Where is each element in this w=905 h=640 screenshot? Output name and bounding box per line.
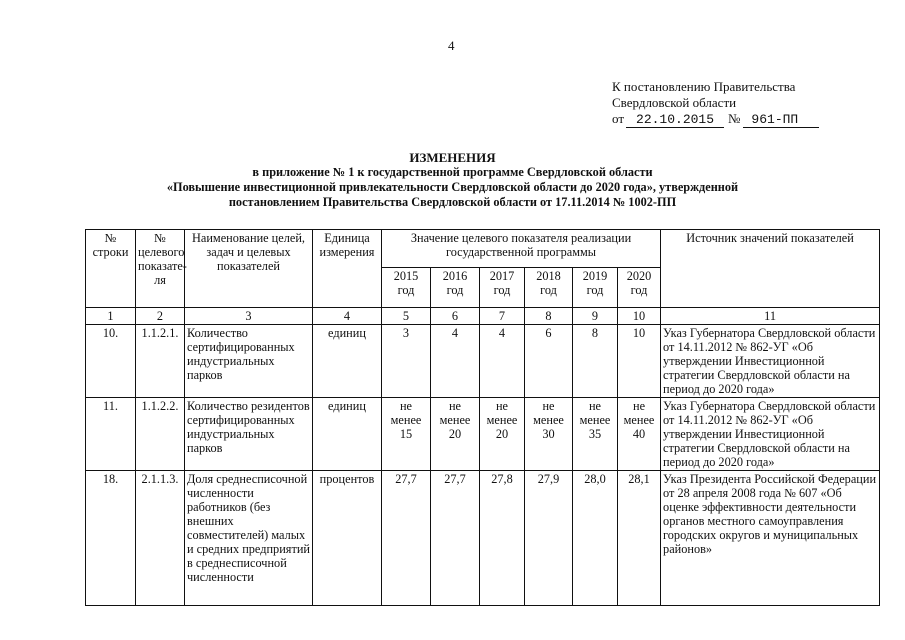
value-2019: 8 xyxy=(573,325,618,398)
source: Указ Губернатора Свердловской области от 14.11.2012 № 862-УГ «Об утверждении Инвестиционной стратегии Свердловской области на период до 2020 года» xyxy=(661,325,880,398)
header-unit: Единица измерения xyxy=(313,230,382,308)
index-cell: 1 xyxy=(86,308,136,325)
column-index-row xyxy=(86,308,880,325)
heading-line-2: «Повышение инвестиционной привлекательности Свердловской области до 2020 года», утвержденной xyxy=(166,180,739,194)
row-number: 11. xyxy=(86,398,136,471)
indicator-name: Количество резидентов сертифицированных индустриальных парков xyxy=(185,398,313,471)
index-cell: 8 xyxy=(525,308,573,325)
approval-line-1: К постановлению Правительства xyxy=(612,79,796,94)
approval-date-line xyxy=(612,111,819,128)
approval-line-2: Свердловской области xyxy=(612,95,737,110)
index-cell: 5 xyxy=(382,308,431,325)
value-2015: 27,7 xyxy=(382,471,431,606)
header-values-group: Значение целевого показателя реализации государственной программы xyxy=(382,230,661,268)
header-year-2017: 2017 год xyxy=(480,268,525,308)
index-cell: 11 xyxy=(661,308,880,325)
value-2020: 28,1 xyxy=(618,471,661,606)
header-year-2020: 2020 год xyxy=(618,268,661,308)
heading-line-3: постановлением Правительства Свердловской области от 17.11.2014 № 1002-ПП xyxy=(228,195,677,209)
header-source: Источник значений показателей xyxy=(661,230,880,308)
value-2019: не менее 35 xyxy=(573,398,618,471)
table-row xyxy=(86,398,880,471)
row-number: 18. xyxy=(86,471,136,606)
indicator-name: Доля среднесписочной численности работников (без внешних совместителей) малых и средних предприятий в среднесписочной численности xyxy=(185,471,313,606)
value-2016: 27,7 xyxy=(431,471,480,606)
approval-date: 22.10.2015 xyxy=(626,113,724,128)
value-2019: 28,0 xyxy=(573,471,618,606)
value-2015: 3 xyxy=(382,325,431,398)
header-year-2019: 2019 год xyxy=(573,268,618,308)
source: Указ Губернатора Свердловской области от 14.11.2012 № 862-УГ «Об утверждении Инвестиционной стратегии Свердловской области на период до 2020 года» xyxy=(661,398,880,471)
value-2016: не менее 20 xyxy=(431,398,480,471)
header-year-2016: 2016 год xyxy=(431,268,480,308)
approval-number: 961-ПП xyxy=(743,113,819,128)
approval-block xyxy=(612,79,819,128)
indicator-number: 1.1.2.2. xyxy=(136,398,185,471)
index-cell: 4 xyxy=(313,308,382,325)
index-cell: 2 xyxy=(136,308,185,325)
value-2015: не менее 15 xyxy=(382,398,431,471)
header-row-no: № строки xyxy=(86,230,136,308)
page-number: 4 xyxy=(448,38,455,53)
value-2017: 4 xyxy=(480,325,525,398)
row-number: 10. xyxy=(86,325,136,398)
value-2018: не менее 30 xyxy=(525,398,573,471)
value-2020: не менее 40 xyxy=(618,398,661,471)
heading-line-1: в приложение № 1 к государственной программе Свердловской области xyxy=(252,165,653,179)
from-label: от xyxy=(612,111,625,126)
document-heading xyxy=(0,150,905,210)
indicator-number: 1.1.2.1. xyxy=(136,325,185,398)
value-2017: не менее 20 xyxy=(480,398,525,471)
value-2020: 10 xyxy=(618,325,661,398)
table-row xyxy=(86,471,880,606)
heading-title: ИЗМЕНЕНИЯ xyxy=(409,150,496,165)
value-2018: 27,9 xyxy=(525,471,573,606)
unit: единиц xyxy=(313,325,382,398)
header-year-2018: 2018 год xyxy=(525,268,573,308)
unit: единиц xyxy=(313,398,382,471)
header-name: Наименование целей, задач и целевых показателей xyxy=(185,230,313,308)
indicators-table xyxy=(85,229,880,606)
unit: процентов xyxy=(313,471,382,606)
index-cell: 9 xyxy=(573,308,618,325)
value-2018: 6 xyxy=(525,325,573,398)
value-2016: 4 xyxy=(431,325,480,398)
indicator-number: 2.1.1.3. xyxy=(136,471,185,606)
number-label: № xyxy=(728,111,741,126)
table-row xyxy=(86,325,880,398)
header-year-2015: 2015 год xyxy=(382,268,431,308)
value-2017: 27,8 xyxy=(480,471,525,606)
index-cell: 6 xyxy=(431,308,480,325)
index-cell: 10 xyxy=(618,308,661,325)
index-cell: 3 xyxy=(185,308,313,325)
header-indicator-no: № целевого показате-ля xyxy=(136,230,185,308)
index-cell: 7 xyxy=(480,308,525,325)
indicator-name: Количество сертифицированных индустриальных парков xyxy=(185,325,313,398)
source: Указ Президента Российской Федерации от 28 апреля 2008 года № 607 «Об оценке эффективности деятельности органов местного самоуправления городских округов и муниципальных районов» xyxy=(661,471,880,606)
